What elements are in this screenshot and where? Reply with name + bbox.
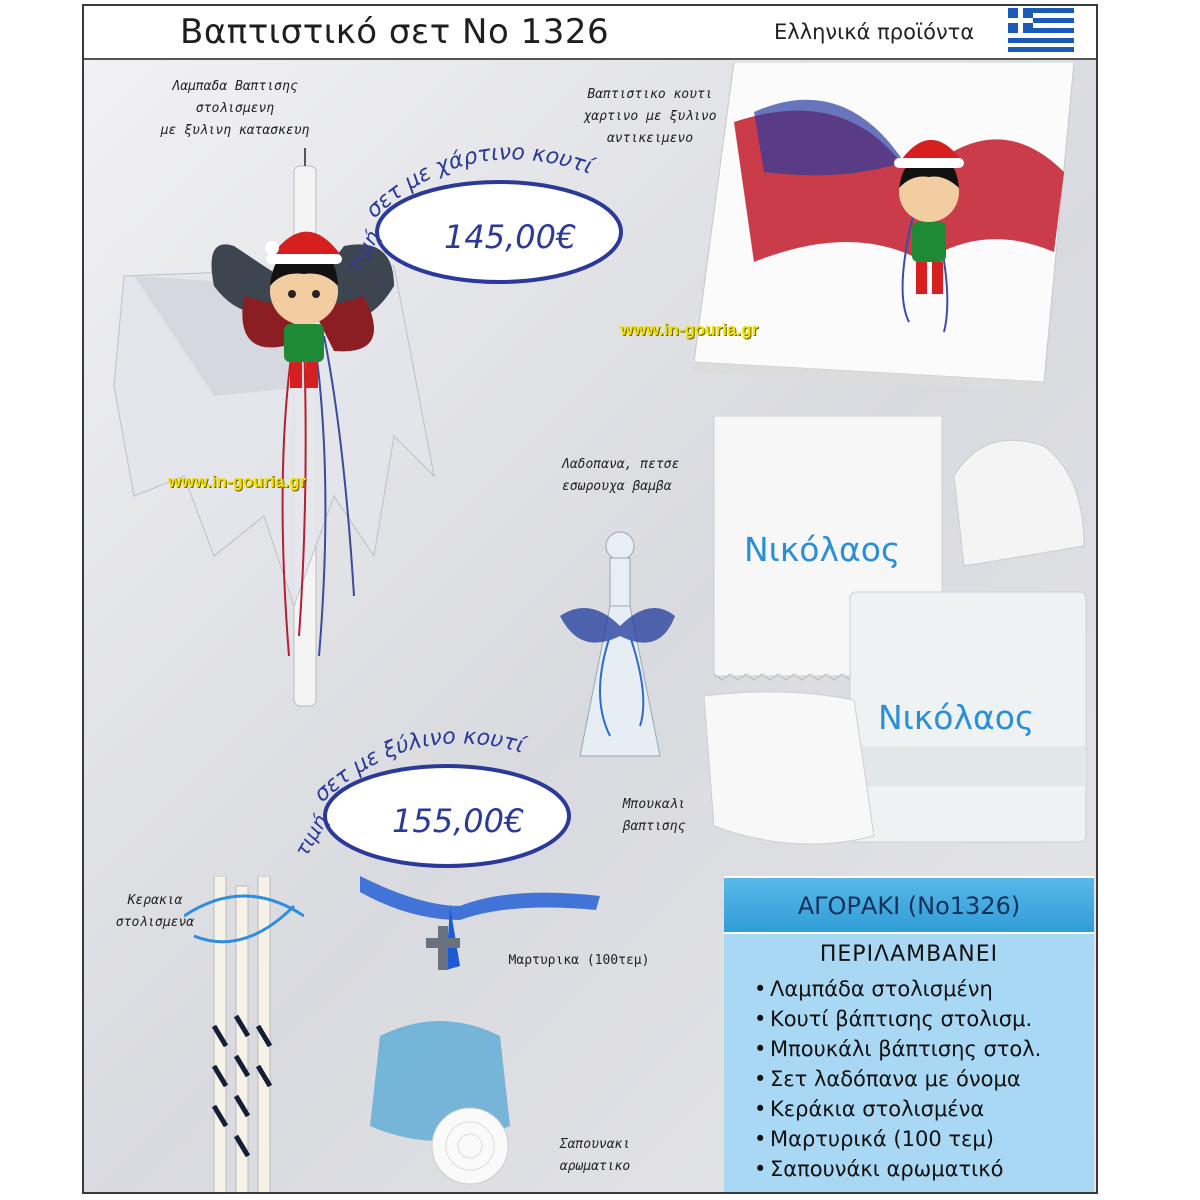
oil-set-label-line1: Λαδοπανα, πετσε bbox=[562, 457, 680, 472]
list-item: • Σαπουνάκι αρωματικό bbox=[754, 1154, 1041, 1184]
oil-set-linens-image bbox=[704, 416, 1098, 846]
greek-flag-icon bbox=[1008, 8, 1074, 52]
website-url-middle[interactable]: www.in-gouria.gr bbox=[168, 472, 307, 491]
bullet-icon: • bbox=[754, 1067, 767, 1091]
price-paper-prefix: τιμή bbox=[341, 226, 385, 277]
bottle-label bbox=[594, 794, 714, 838]
bullet-icon: • bbox=[754, 1097, 767, 1121]
box-label-line1: Βαπτιστικο κουτι bbox=[587, 87, 713, 102]
favors-image bbox=[360, 866, 600, 976]
soap-label-line1: Σαπουνακι bbox=[559, 1137, 631, 1152]
baptism-box-image bbox=[694, 62, 1074, 392]
candle-label bbox=[120, 76, 350, 142]
bullet-icon: • bbox=[754, 1037, 767, 1061]
small-candles-label-line2: στολισμενα bbox=[115, 915, 195, 930]
oil-set-label-line2: εσωρουχα βαμβα bbox=[562, 479, 672, 494]
bottle-label-line2: βαπτισης bbox=[622, 819, 686, 834]
candle-label-line2: στολισμενη bbox=[195, 101, 275, 116]
small-candles-label-line1: Κερακια bbox=[127, 893, 183, 908]
small-candles-image bbox=[184, 876, 304, 1194]
bullet-icon: • bbox=[754, 1157, 767, 1181]
flyer-frame bbox=[82, 4, 1098, 1194]
candle-label-line1: Λαμπαδα Βαπτισης bbox=[172, 79, 298, 94]
box-label-line3: αντικειμενο bbox=[606, 131, 694, 146]
page-title: Βαπτιστικό σετ Νο 1326 bbox=[180, 12, 610, 52]
favors-label: Μαρτυρικα (100τεμ) bbox=[508, 953, 650, 968]
price-wood-value: 155,00€ bbox=[392, 802, 525, 840]
includes-title: ΠΕΡΙΛΑΜΒΑΝΕΙ bbox=[819, 942, 999, 967]
list-item: • Σετ λαδόπανα με όνομα bbox=[754, 1064, 1041, 1094]
website-url-top[interactable]: www.in-gouria.gr bbox=[620, 320, 759, 339]
product-code-heading: ΑΓΟΡΑΚΙ (Νο1326) bbox=[724, 876, 1094, 934]
price-wood-arc-text: σετ με ξύλινο κουτί bbox=[309, 724, 528, 808]
header-bar bbox=[84, 6, 1096, 60]
bottle-label-line1: Μπουκαλι bbox=[622, 797, 686, 812]
baptism-bottle-image bbox=[550, 526, 680, 766]
soap-bag-image bbox=[340, 1006, 540, 1186]
list-item: • Μπουκάλι βάπτισης στολ. bbox=[754, 1034, 1041, 1064]
greek-products-label: Ελληνικά προϊόντα bbox=[774, 20, 975, 44]
includes-panel bbox=[724, 932, 1094, 1194]
bullet-icon: • bbox=[754, 1127, 767, 1151]
list-item: • Κεράκια στολισμένα bbox=[754, 1094, 1041, 1124]
soap-label bbox=[540, 1134, 650, 1178]
oil-set-label bbox=[562, 454, 722, 498]
embroidered-name-sheet: Νικόλαος bbox=[744, 530, 901, 569]
list-item: • Κουτί βάπτισης στολισμ. bbox=[754, 1004, 1041, 1034]
price-paper-value: 145,00€ bbox=[444, 218, 577, 256]
list-item: • Λαμπάδα στολισμένη bbox=[754, 974, 1041, 1004]
list-item: • Μαρτυρικά (100 τεμ) bbox=[754, 1124, 1041, 1154]
price-badge-paper bbox=[334, 124, 654, 294]
bullet-icon: • bbox=[754, 977, 767, 1001]
candle-label-line3: με ξυλινη κατασκευη bbox=[160, 123, 310, 138]
embroidered-name-towel: Νικόλαος bbox=[878, 698, 1035, 737]
includes-list bbox=[754, 974, 1041, 1184]
bullet-icon: • bbox=[754, 1007, 767, 1031]
box-label-line2: χαρτινο με ξυλινο bbox=[583, 109, 717, 124]
price-wood-prefix: τιμή bbox=[289, 810, 333, 861]
price-paper-arc-text: σετ με χάρτινο κουτί bbox=[361, 140, 597, 224]
soap-label-line2: αρωματικο bbox=[559, 1159, 631, 1174]
